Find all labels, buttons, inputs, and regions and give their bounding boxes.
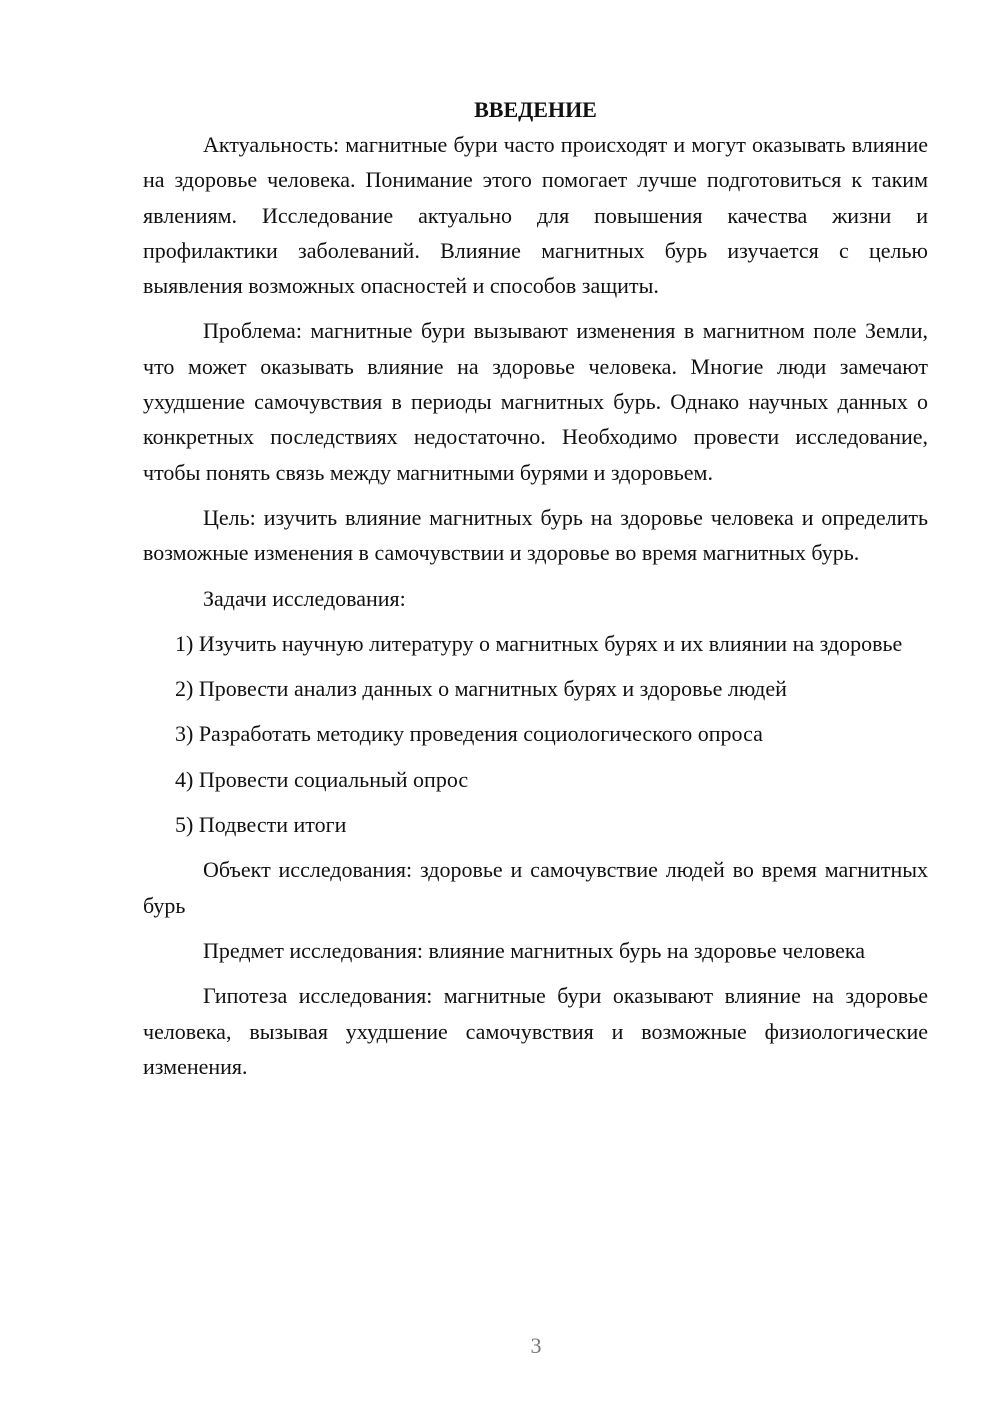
task-item: 4) Провести социальный опрос (175, 766, 469, 792)
page-title: ВВЕДЕНИЕ (474, 97, 597, 122)
task-item: 5) Подвести итоги (175, 812, 347, 838)
goal-paragraph: Цель: изучить влияние магнитных бурь на здоровье человека и определить возможные изменения в самочувствии и здоровье во время магнитных бурь. (143, 504, 928, 566)
task-item: 2) Провести анализ данных о магнитных бурях и здоровье людей (175, 676, 787, 702)
tasks-heading: Задачи исследования: (203, 585, 406, 611)
task-item: 3) Разработать методику проведения социологического опроса (175, 721, 763, 747)
hypothesis-paragraph: Гипотеза исследования: магнитные бури оказывают влияние на здоровье человека, вызывая ухудшение самочувствия и возможные физиологические изменения. (143, 983, 928, 1079)
problem-paragraph: Проблема: магнитные бури вызывают изменения в магнитном поле Земли, что может оказывать влияние на здоровье человека. Многие люди замечают ухудшение самочувствия в периоды магнитных бурь. Однако научных данных о конкретных последствиях недостаточно. Необходимо провести исследование, чтобы понять связь между магнитными бурями и здоровьем. (143, 318, 928, 485)
page-number: 3 (530, 1333, 542, 1358)
relevance-paragraph: Актуальность: магнитные бури часто происходят и могут оказывать влияние на здоровье человека. Понимание этого помогает лучше подготовиться к таким явлениям. Исследование актуально для повышения качества жизни и профилактики заболеваний. Влияние магнитных бурь изучается с целью выявления возможных опасностей и способов защиты. (143, 132, 928, 299)
object-paragraph: Объект исследования: здоровье и самочувствие людей во время магнитных бурь (143, 857, 928, 918)
subject-paragraph: Предмет исследования: влияние магнитных бурь на здоровье человека (203, 937, 866, 963)
document-page (143, 92, 928, 1084)
task-item: 1) Изучить научную литературу о магнитных бурях и их влиянии на здоровье (175, 630, 903, 656)
